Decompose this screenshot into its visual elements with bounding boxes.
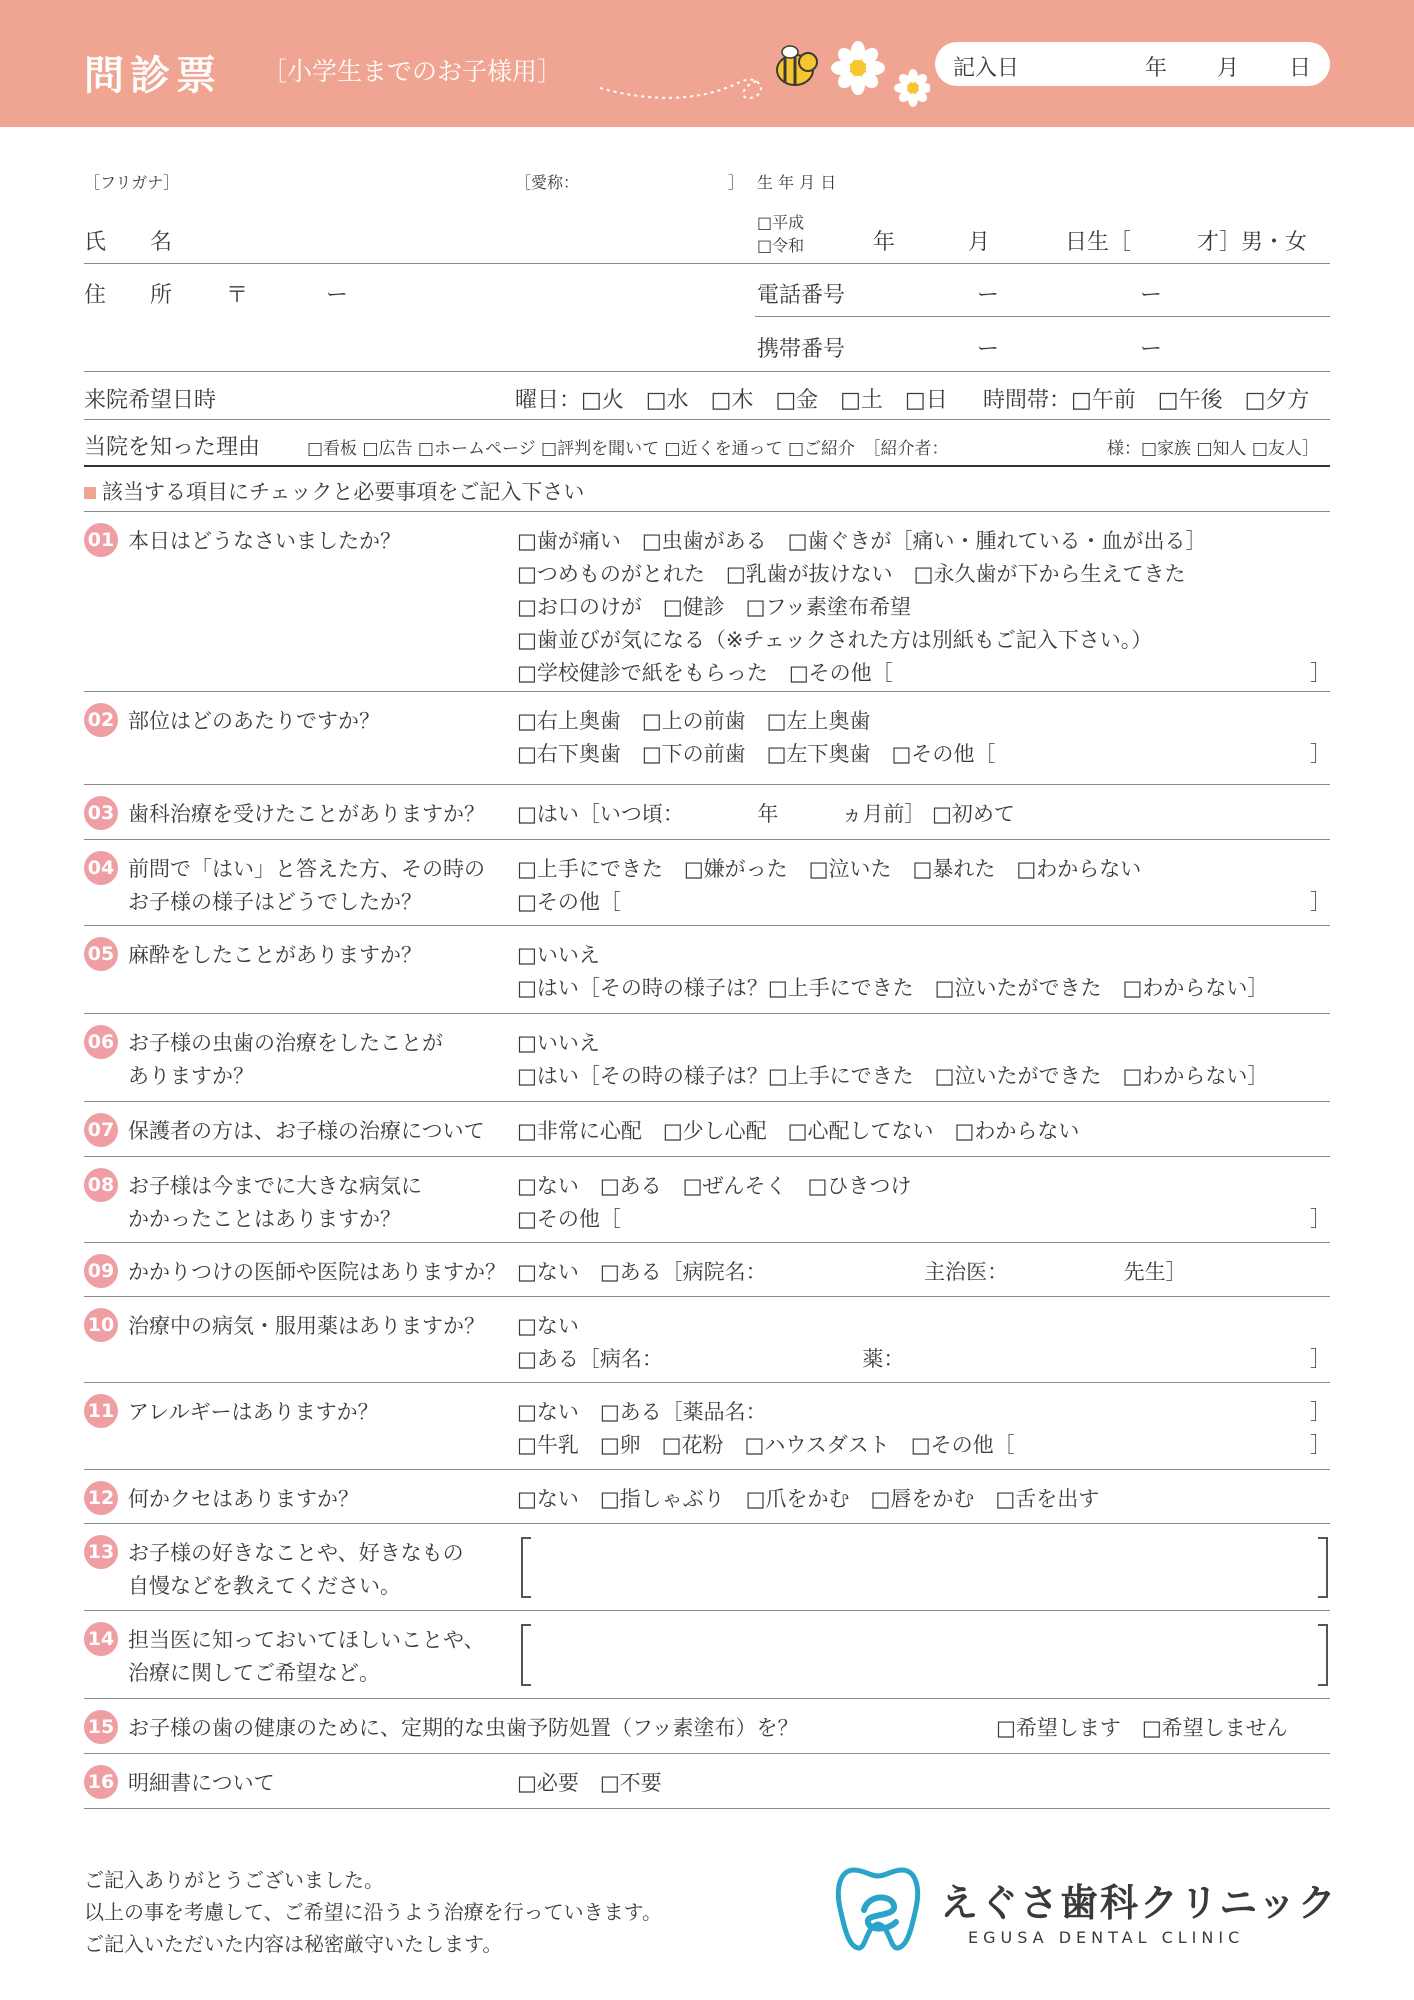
divider: [84, 1698, 1330, 1699]
question-text: かかりつけの医師や医院はありますか？: [128, 1260, 506, 1284]
age-gender-label: 才］男・女: [1197, 230, 1308, 255]
entry-date-year: 年: [1145, 56, 1168, 81]
phone-label: 電話番号: [757, 283, 846, 308]
question-number-badge: 04: [84, 851, 118, 885]
divider: [84, 1610, 1330, 1611]
tooth-logo-icon: [834, 1860, 922, 1956]
name-label: 氏 名: [84, 230, 173, 255]
divider: [84, 1296, 1330, 1297]
answer-options[interactable]: □ある［病名： 薬：: [517, 1347, 905, 1371]
question-text: アレルギーはありますか？: [128, 1400, 379, 1424]
reiwa-checkbox[interactable]: □令和: [757, 236, 805, 255]
question-text: お子様は今までに大きな病気に: [128, 1174, 422, 1198]
question-text: 麻酔をしたことがありますか？: [128, 943, 422, 967]
free-text-answer-box[interactable]: [521, 1537, 1328, 1598]
answer-options[interactable]: □歯が痛い □虫歯がある □歯ぐきが［痛い・腫れている・血が出る］: [517, 529, 1207, 553]
entry-date-day: 日: [1289, 56, 1312, 81]
nickname-close: ］: [728, 173, 745, 192]
free-text-answer-box[interactable]: [521, 1624, 1328, 1686]
question-text: お子様の歯の健康のために、定期的な虫歯予防処置（フッ素塗布）を？: [128, 1716, 799, 1740]
question-text: お子様の好きなことや、好きなもの: [128, 1541, 464, 1565]
question-number-badge: 11: [84, 1394, 118, 1428]
question-number-badge: 02: [84, 703, 118, 737]
footer-line-2: 以上の事を考慮して、ご希望に沿うよう治療を行っていきます。: [84, 1900, 662, 1924]
closing-bracket: ］: [1310, 742, 1331, 766]
divider: [84, 263, 1330, 264]
question-text: お子様の虫歯の治療をしたことが: [128, 1031, 443, 1055]
footer-line-1: ご記入ありがとうございました。: [84, 1868, 384, 1892]
answer-options[interactable]: □ない □ある［薬品名：: [517, 1400, 767, 1424]
postal-mark: 〒: [226, 283, 249, 308]
answer-options[interactable]: □学校健診で紙をもらった □その他［: [517, 661, 893, 685]
question-text: 自慢などを教えてください。: [128, 1574, 401, 1598]
answer-options[interactable]: □その他［: [517, 1207, 621, 1231]
answer-options[interactable]: □非常に心配 □少し心配 □心配してない □わからない: [517, 1119, 1080, 1143]
question-text: 歯科治療を受けたことがありますか？: [128, 802, 485, 826]
clinic-name-en: EGUSA DENTAL CLINIC: [968, 1928, 1245, 1947]
divider: [84, 784, 1330, 785]
reason-relation-options[interactable]: 様：□家族 □知人 □友人］: [1107, 439, 1319, 459]
answer-options[interactable]: □つめものがとれた □乳歯が抜けない □永久歯が下から生えてきた: [517, 562, 1186, 586]
question-text: 何かクセはありますか？: [128, 1487, 359, 1511]
divider: [84, 925, 1330, 926]
divider: [84, 1242, 1330, 1243]
answer-options[interactable]: □はい［その時の様子は？□上手にできた □泣いたができた □わからない］: [517, 1064, 1269, 1088]
question-number-badge: 05: [84, 937, 118, 971]
entry-date-month: 月: [1217, 56, 1240, 81]
question-text: かかったことはありますか？: [128, 1207, 401, 1231]
divider: [84, 1013, 1330, 1014]
closing-bracket: ］: [1310, 890, 1331, 914]
bee-flower-decoration: [590, 40, 930, 110]
heisei-checkbox[interactable]: □平成: [757, 213, 805, 232]
answer-options[interactable]: □必要 □不要: [517, 1771, 662, 1795]
square-bullet-icon: [84, 487, 96, 499]
question-number-badge: 12: [84, 1481, 118, 1515]
answer-options[interactable]: □右上奥歯 □上の前歯 □左上奥歯: [517, 709, 871, 733]
divider: [84, 839, 1330, 840]
answer-options[interactable]: □牛乳 □卵 □花粉 □ハウスダスト □その他［: [517, 1433, 1015, 1457]
visit-label: 来院希望日時: [84, 388, 217, 413]
divider: [84, 1808, 1330, 1809]
clinic-name: えぐさ歯科クリニック: [940, 1881, 1338, 1925]
answer-options[interactable]: □いいえ: [517, 943, 600, 967]
closing-bracket: ］: [1310, 1347, 1331, 1371]
footer-line-3: ご記入いただいた内容は秘密厳守いたします。: [84, 1932, 503, 1956]
question-number-badge: 10: [84, 1308, 118, 1342]
question-text: 治療に関してご希望など。: [128, 1661, 380, 1685]
divider: [755, 316, 1330, 317]
question-number-badge: 07: [84, 1113, 118, 1147]
phone-dash-2: ー: [1140, 283, 1163, 308]
weekday-options[interactable]: 曜日：□火 □水 □木 □金 □土 □日: [515, 388, 948, 413]
divider: [84, 1156, 1330, 1157]
instruction-heading: 該当する項目にチェックと必要事項をご記入下さい: [84, 476, 584, 506]
divider: [84, 1101, 1330, 1102]
divider: [84, 371, 1330, 372]
closing-bracket: ］: [1310, 661, 1331, 685]
mobile-label: 携帯番号: [757, 337, 846, 362]
divider: [84, 1753, 1330, 1754]
postal-dash: ー: [326, 283, 349, 308]
answer-options[interactable]: □いいえ: [517, 1031, 600, 1055]
closing-bracket: ］: [1310, 1207, 1331, 1231]
answer-options[interactable]: □希望します □希望しません: [996, 1716, 1288, 1740]
divider: [84, 1382, 1330, 1383]
question-number-badge: 08: [84, 1168, 118, 1202]
divider: [84, 691, 1330, 692]
entry-date-label: 記入日: [953, 56, 1020, 81]
answer-options[interactable]: □右下奥歯 □下の前歯 □左下奥歯 □その他［: [517, 742, 996, 766]
answer-options[interactable]: □はい［いつ頃： 年 ヵ月前］ □初めて: [517, 802, 1015, 826]
answer-options[interactable]: □その他［: [517, 890, 621, 914]
nickname-label: ［愛称：: [515, 173, 580, 192]
question-text: 前問で「はい」と答えた方、その時の: [128, 857, 485, 881]
question-text: 本日はどうなさいましたか？: [128, 529, 401, 553]
divider: [84, 1523, 1330, 1524]
question-text: お子様の様子はどうでしたか？: [128, 890, 422, 914]
divider: [84, 465, 1330, 467]
question-text: 明細書について: [128, 1771, 275, 1795]
mobile-dash-1: ー: [977, 337, 1000, 362]
birth-year-label: 年: [873, 230, 896, 255]
mobile-dash-2: ー: [1140, 337, 1163, 362]
question-text: 部位はどのあたりですか？: [128, 709, 380, 733]
question-number-badge: 03: [84, 796, 118, 830]
form-title: 問診票: [84, 53, 222, 99]
answer-options[interactable]: □歯並びが気になる（※チェックされた方は別紙もご記入下さい。）: [517, 628, 1153, 652]
address-label: 住 所: [84, 283, 173, 308]
closing-bracket: ］: [1310, 1400, 1331, 1424]
question-text: 保護者の方は、お子様の治療について: [128, 1119, 485, 1143]
answer-options[interactable]: □ない □ある［病院名： 主治医： 先生］: [517, 1260, 1187, 1284]
answer-options[interactable]: □ない: [517, 1314, 579, 1338]
question-number-badge: 01: [84, 523, 118, 557]
birth-month-label: 月: [968, 230, 991, 255]
divider: [84, 511, 1330, 512]
question-text: ありますか？: [128, 1064, 254, 1088]
entry-date-box[interactable]: [935, 42, 1330, 86]
header-bar: [0, 0, 1414, 127]
phone-dash-1: ー: [977, 283, 1000, 308]
birthdate-label: 生 年 月 日: [757, 173, 837, 192]
question-text: 治療中の病気・服用薬はありますか？: [128, 1314, 485, 1338]
furigana-label: ［フリガナ］: [84, 173, 180, 192]
answer-options[interactable]: □ない □ある □ぜんそく □ひきつけ: [517, 1174, 912, 1198]
answer-options[interactable]: □はい［その時の様子は？□上手にできた □泣いたができた □わからない］: [517, 976, 1269, 1000]
closing-bracket: ］: [1310, 1433, 1331, 1457]
question-number-badge: 14: [84, 1622, 118, 1656]
answer-options[interactable]: □ない □指しゃぶり □爪をかむ □唇をかむ □舌を出す: [517, 1487, 1100, 1511]
reason-label: 当院を知った理由: [84, 435, 261, 460]
form-subtitle: ［小学生までのお子様用］: [262, 57, 563, 86]
question-number-badge: 09: [84, 1254, 118, 1288]
question-number-badge: 06: [84, 1025, 118, 1059]
question-number-badge: 16: [84, 1765, 118, 1799]
divider: [84, 419, 1330, 420]
answer-options[interactable]: □上手にできた □嫌がった □泣いた □暴れた □わからない: [517, 857, 1142, 881]
answer-options[interactable]: □お口のけが □健診 □フッ素塗布希望: [517, 595, 912, 619]
reason-options[interactable]: □看板 □広告 □ホームページ □評判を聞いて □近くを通って □ご紹介 ［紹介者：: [307, 439, 949, 459]
divider: [84, 1469, 1330, 1470]
question-text: 担当医に知っておいてほしいことや、: [128, 1628, 485, 1652]
question-number-badge: 13: [84, 1535, 118, 1569]
timeslot-options[interactable]: 時間帯：□午前 □午後 □夕方: [983, 388, 1310, 413]
question-number-badge: 15: [84, 1710, 118, 1744]
birth-day-label: 日生［: [1065, 230, 1132, 255]
